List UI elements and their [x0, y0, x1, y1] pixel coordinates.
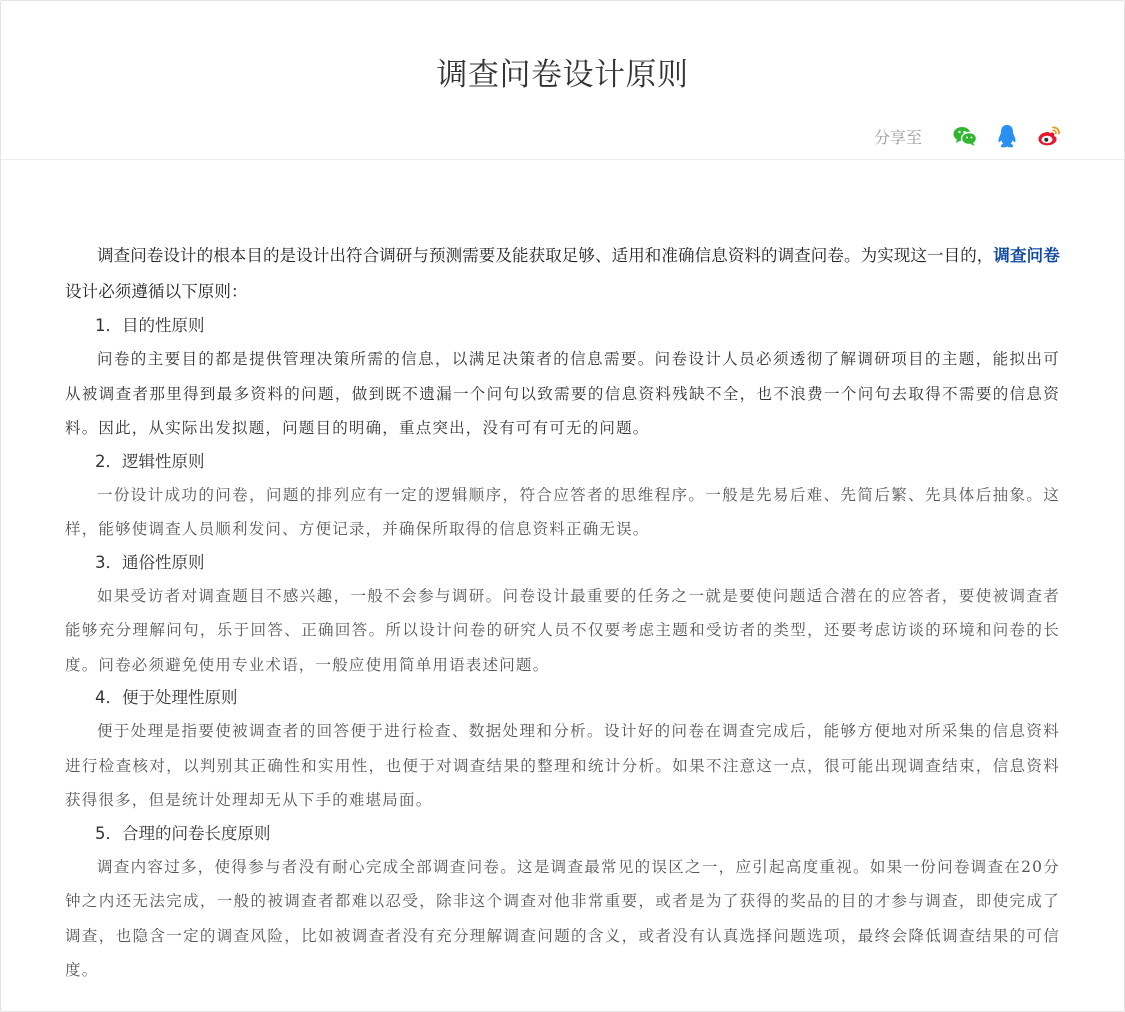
page-title: 调查问卷设计原则: [436, 57, 689, 93]
intro-text: 调查问卷设计的根本目的是设计出符合调研与预测需要及能获取足够、适用和准确信息资料的调查问卷。为实现这一目的，: [97, 246, 994, 265]
intro-paragraph: [65, 238, 1060, 310]
share-label: 分享至: [873, 127, 922, 147]
principle-heading: 3．通俗性原则: [95, 552, 205, 572]
principle-section: [65, 310, 1060, 446]
principle-section: [65, 682, 1060, 818]
principle-body: 便于处理是指要使被调查者的回答便于进行检查、数据处理和分析。设计好的问卷在调查完成后，能够方便地对所采集的信息资料进行检查核对，以判别其正确性和实用性，也便于对调查结果的整理和统计分析。如果不注意这一点，很可能出现调查结束，信息资料获得很多，但是统计处理却无从下手的难堪局面。: [65, 722, 1060, 809]
principle-section: [65, 446, 1060, 547]
share-bar: [874, 121, 1062, 151]
weibo-icon[interactable]: [1036, 123, 1062, 149]
principle-heading: 1．目的性原则: [95, 316, 205, 335]
principle-body: 一份设计成功的问卷，问题的排列应有一定的逻辑顺序，符合应答者的思维程序。一般是先易后难、先简后繁、先具体后抽象。这样，能够使调查人员顺利发问、方便记录，并确保所取得的信息资料正确无误。: [65, 485, 1060, 538]
wechat-icon[interactable]: [952, 123, 978, 149]
principle-body: 问卷的主要目的都是提供管理决策所需的信息，以满足决策者的信息需要。问卷设计人员必须透彻了解调研项目的主题，能拟出可从被调查者那里得到最多资料的问题，做到既不遗漏一个问句以致需要的信息资料残缺不全，也不浪费一个问句去取得不需要的信息资料。因此，从实际出发拟题，问题目的明确，重点突出，没有可有可无的问题。: [65, 350, 1060, 437]
principle-heading: 5．合理的问卷长度原则: [95, 823, 271, 843]
qq-icon[interactable]: [994, 123, 1020, 149]
principle-section: [65, 818, 1060, 988]
principle-heading: 4．便于处理性原则: [95, 688, 238, 707]
principle-body: 如果受访者对调查题目不感兴趣，一般不会参与调研。问卷设计最重要的任务之一就是要使问题适合潜在的应答者，要使被调查者能够充分理解问句，乐于回答、正确回答。所以设计问卷的研究人员不仅要考虑主题和受访者的类型，还要考虑访谈的环境和问卷的长度。问卷必须避免使用专业术语，一般应使用简单用语表述问题。: [65, 586, 1060, 674]
article-header: [1, 1, 1124, 160]
principle-body: 调查内容过多，使得参与者没有耐心完成全部调查问卷。这是调查最常见的误区之一，应引起高度重视。如果一份问卷调查在20分钟之内还无法完成，一般的被调查者都难以忍受，除非这个调查对他非常重要，或者是为了获得的奖品的目的才参与调查，即使完成了调查，也隐含一定的调查风险，比如被调查者没有充分理解调查问题的含义，或者没有认真选择问题选项，最终会降低调查结果的可信度。: [65, 857, 1060, 979]
principle-heading: 2．逻辑性原则: [95, 451, 205, 471]
intro-text-end: 设计必须遵循以下原则：: [65, 282, 248, 301]
principle-section: [65, 547, 1060, 683]
survey-link[interactable]: 调查问卷: [993, 246, 1060, 265]
article-body: [65, 238, 1060, 988]
